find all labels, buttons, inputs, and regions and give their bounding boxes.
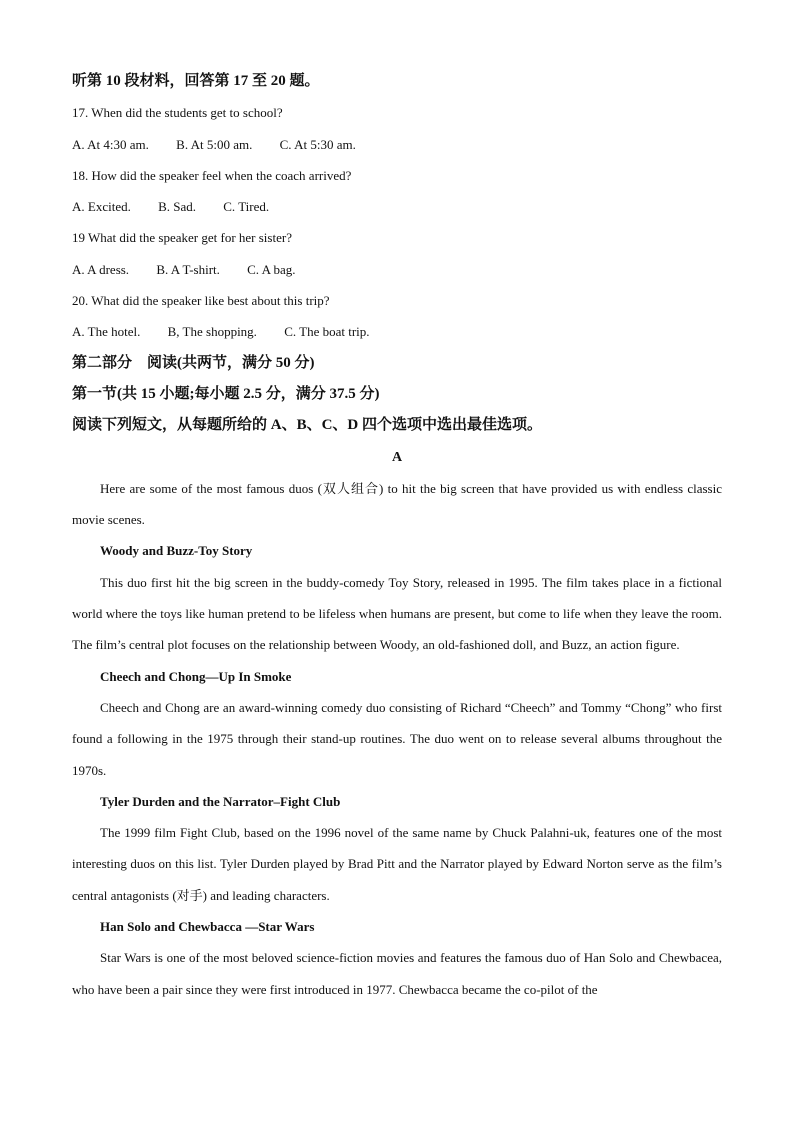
option-a: A. A dress. bbox=[72, 261, 130, 277]
duo-text-1: This duo first hit the big screen in the buddy-comedy Toy Story, released in 1995. The film takes place in a fictional world where the toys like human pretend to be lifeless when humans are present, but come to life when they leave the room. The film’s central plot focuses on the relationship between Woody, an old-fashioned doll, and Buzz, an action figure. bbox=[72, 574, 722, 653]
duo-title-1: Woody and Buzz-Toy Story bbox=[100, 543, 253, 559]
duo-title-2: Cheech and Chong—Up In Smoke bbox=[100, 668, 292, 684]
reading-instruction: 阅读下列短文，从每题所给的 A、B、C、D 四个选项中选出最佳选项。 bbox=[72, 417, 543, 434]
listening-section-header: 听第 10 段材料，回答第 17 至 20 题。 bbox=[72, 73, 320, 89]
option-c: C. The boat trip. bbox=[284, 324, 370, 340]
passage-label: A bbox=[391, 449, 403, 465]
duo-paragraph-1 bbox=[72, 567, 722, 661]
option-c: C. A bag. bbox=[247, 261, 296, 277]
question-17-options bbox=[72, 129, 722, 160]
question-17: 17. When did the students get to school? bbox=[72, 105, 283, 121]
question-19: 19 What did the speaker get for her sister? bbox=[72, 230, 292, 246]
option-c: C. Tired. bbox=[223, 199, 270, 215]
option-b: B. A T-shirt. bbox=[156, 261, 220, 277]
option-b: B. At 5:00 am. bbox=[176, 136, 253, 152]
duo-paragraph-3 bbox=[72, 817, 722, 911]
passage-intro bbox=[72, 473, 722, 536]
option-b: B. Sad. bbox=[158, 199, 197, 215]
duo-text-4: Star Wars is one of the most beloved science-fiction movies and features the famous duo of Han Solo and Chewbacea, who have been a pair since they were first introduced in 1977. Chewbacca became the co-pilot of the bbox=[72, 950, 722, 997]
passage-intro-text: Here are some of the most famous duos (双人组合) to hit the big screen that have provided us with endless classic movie scenes. bbox=[72, 480, 722, 528]
duo-title-4: Han Solo and Chewbacca —Star Wars bbox=[100, 919, 315, 935]
option-b: B, The shopping. bbox=[167, 324, 257, 340]
question-19-options bbox=[72, 254, 722, 285]
option-a: A. Excited. bbox=[72, 199, 131, 215]
duo-text-3: The 1999 film Fight Club, based on the 1996 novel of the same name by Chuck Palahni-uk, features one of the most interesting duos on this list. Tyler Durden played by Brad Pitt and the Narrator played by Edward Norton serve as the film’s central antagonists (对手) and leading characters. bbox=[72, 825, 722, 903]
reading-part-title: 第二部分 阅读(共两节，满分 50 分) bbox=[72, 354, 315, 371]
option-a: A. The hotel. bbox=[72, 324, 141, 340]
option-a: A. At 4:30 am. bbox=[72, 136, 149, 152]
exam-page bbox=[72, 66, 722, 1005]
option-c: C. At 5:30 am. bbox=[279, 136, 356, 152]
question-20-options bbox=[72, 316, 722, 347]
reading-section-title: 第一节(共 15 小题;每小题 2.5 分，满分 37.5 分) bbox=[72, 385, 380, 402]
duo-title-3: Tyler Durden and the Narrator–Fight Club bbox=[100, 793, 341, 809]
duo-paragraph-4 bbox=[72, 942, 722, 1005]
question-20: 20. What did the speaker like best about this trip? bbox=[72, 293, 330, 309]
duo-text-2: Cheech and Chong are an award-winning comedy duo consisting of Richard “Cheech” and Tommy “Chong” who first found a following in the 1975 through their stand-up routines. The duo went on to release several albums throughout the 1970s. bbox=[72, 699, 722, 778]
duo-paragraph-2 bbox=[72, 692, 722, 786]
question-18-options bbox=[72, 191, 722, 222]
question-18: 18. How did the speaker feel when the coach arrived? bbox=[72, 167, 352, 183]
